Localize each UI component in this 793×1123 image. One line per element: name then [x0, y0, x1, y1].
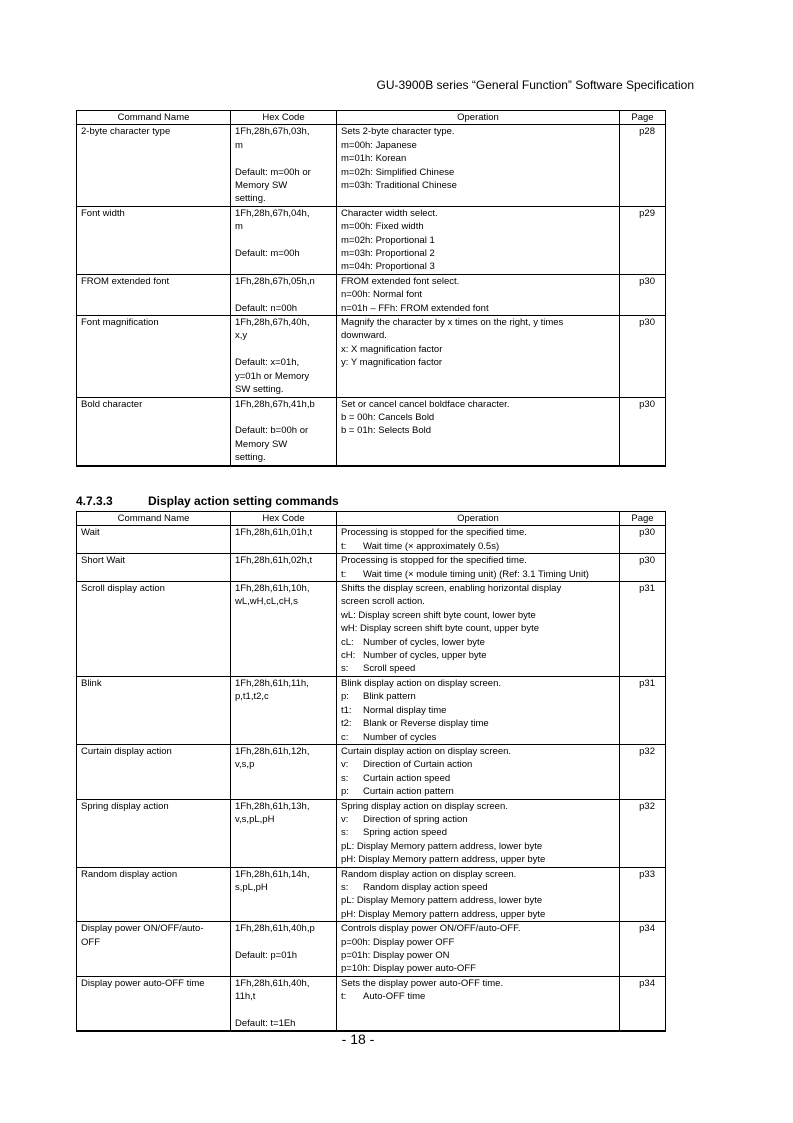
operation-cell [337, 744, 620, 799]
command-name-cell [77, 125, 231, 206]
line-gap [235, 234, 332, 247]
hex-code-line: m [235, 221, 243, 233]
page-ref-cell: p32 [620, 799, 666, 867]
section-heading [76, 494, 339, 508]
table-row [77, 554, 666, 582]
hex-code-line: Default: n=00h [235, 302, 298, 314]
command-name-cell [77, 397, 231, 466]
hex-code-cell [231, 676, 337, 744]
hex-code-line: 1Fh,28h,61h,14h, [235, 868, 310, 880]
operation-line: cL: Number of cycles, lower byte [341, 636, 485, 648]
table-row [77, 397, 666, 466]
hex-code-line: m [235, 139, 243, 151]
operation-cell [337, 976, 620, 1031]
operation-line: y: Y magnification factor [341, 357, 443, 369]
hex-code-cell [231, 316, 337, 397]
hex-code-line: Default: b=00h or [235, 425, 309, 437]
operation-line: m=00h: Japanese [341, 139, 417, 151]
line-gap [235, 288, 332, 301]
operation-line: Character width select. [341, 207, 438, 219]
page-ref-cell: p34 [620, 976, 666, 1031]
operation-line: t: Wait time (× module timing unit) (Ref: 3.1 Timing Unit) [341, 568, 589, 580]
operation-line: Controls display power ON/OFF/auto-OFF. [341, 923, 521, 935]
operation-line: Sets 2-byte character type. [341, 126, 455, 138]
operation-line: m=00h: Fixed width [341, 221, 424, 233]
operation-line: pL: Display Memory pattern address, lower byte [341, 840, 543, 852]
hex-code-cell [231, 799, 337, 867]
operation-line: p: Blink pattern [341, 691, 416, 703]
command-name-line: Curtain display action [81, 745, 172, 757]
operation-line: t: Wait time (× approximately 0.5s) [341, 540, 500, 552]
hex-code-line: 11h,t [235, 991, 256, 1003]
hex-code-line: Memory SW [235, 180, 288, 192]
page-ref-cell: p29 [620, 206, 666, 274]
column-header-hex-code: Hex Code [231, 111, 337, 125]
hex-code-line: 1Fh,28h,61h,01h,t [235, 527, 313, 539]
command-name-line: Blink [81, 677, 102, 689]
page-ref-cell: p32 [620, 744, 666, 799]
hex-code-line: Default: m=00h [235, 248, 300, 260]
hex-code-line: Memory SW [235, 438, 288, 450]
command-name-cell [77, 582, 231, 677]
table-row [77, 799, 666, 867]
command-name-cell [77, 274, 231, 315]
command-name-cell [77, 526, 231, 554]
hex-code-cell [231, 922, 337, 977]
document-header: GU-3900B series “General Function” Software Specification [376, 78, 694, 92]
operation-line: s: Scroll speed [341, 663, 416, 675]
operation-line: p=00h: Display power OFF [341, 936, 455, 948]
column-header-operation: Operation [337, 111, 620, 125]
column-header-command-name: Command Name [77, 512, 231, 526]
table-row [77, 744, 666, 799]
hex-code-line: 1Fh,28h,61h,40h,p [235, 923, 315, 935]
command-name-line: OFF [81, 936, 100, 948]
operation-line: v: Direction of Curtain action [341, 759, 473, 771]
operation-line: c: Number of cycles [341, 731, 437, 743]
hex-code-line: y=01h or Memory [235, 370, 310, 382]
column-header-hex-code: Hex Code [231, 512, 337, 526]
command-name-line: Short Wait [81, 555, 125, 567]
hex-code-line: v,s,p [235, 759, 255, 771]
operation-line: p=01h: Display power ON [341, 950, 450, 961]
page-ref-cell: p33 [620, 867, 666, 922]
command-name-line: Wait [81, 527, 100, 539]
operation-cell [337, 125, 620, 206]
operation-line: FROM extended font select. [341, 275, 460, 287]
hex-code-line: 1Fh,28h,61h,13h, [235, 800, 310, 812]
table-row [77, 867, 666, 922]
operation-line: Shifts the display screen, enabling horizontal display [341, 583, 562, 595]
font-commands-table [76, 110, 666, 467]
operation-cell [337, 526, 620, 554]
table-row [77, 582, 666, 677]
operation-line: m=02h: Simplified Chinese [341, 166, 455, 178]
command-name-line: Bold character [81, 398, 143, 410]
hex-code-line: Default: m=00h or [235, 166, 311, 178]
operation-line: b = 01h: Selects Bold [341, 425, 432, 437]
operation-line: Sets the display power auto-OFF time. [341, 977, 504, 989]
hex-code-line: wL,wH,cL,cH,s [235, 596, 298, 608]
hex-code-line: 1Fh,28h,67h,05h,n [235, 275, 315, 287]
hex-code-line: setting. [235, 452, 266, 464]
hex-code-line: 1Fh,28h,61h,40h, [235, 977, 310, 989]
operation-line: s: Curtain action speed [341, 772, 451, 784]
operation-line: Curtain display action on display screen. [341, 745, 512, 757]
hex-code-line: 1Fh,28h,67h,40h, [235, 317, 310, 329]
line-gap [235, 936, 332, 949]
operation-line: downward. [341, 330, 387, 342]
operation-cell [337, 397, 620, 466]
table-header-row [77, 512, 666, 526]
command-name-cell [77, 316, 231, 397]
hex-code-line: x,y [235, 330, 248, 342]
hex-code-cell [231, 744, 337, 799]
page-ref-cell: p31 [620, 676, 666, 744]
hex-code-line: Default: p=01h [235, 949, 298, 961]
hex-code-cell [231, 976, 337, 1031]
table-header-row [77, 111, 666, 125]
operation-line: Blink display action on display screen. [341, 677, 502, 689]
page-ref-cell: p30 [620, 316, 666, 397]
hex-code-cell [231, 867, 337, 922]
command-name-line: Scroll display action [81, 583, 165, 595]
command-name-line: Display power auto-OFF time [81, 977, 205, 989]
hex-code-line: 1Fh,28h,67h,41h,b [235, 398, 315, 410]
operation-line: wL: Display screen shift byte count, lower byte [341, 609, 536, 621]
operation-line: Processing is stopped for the specified time. [341, 555, 527, 567]
hex-code-cell [231, 206, 337, 274]
hex-code-line: SW setting. [235, 384, 284, 396]
command-name-line: FROM extended font [81, 275, 170, 287]
hex-code-line: 1Fh,28h,61h,10h, [235, 583, 310, 595]
operation-line: m=04h: Proportional 3 [341, 261, 435, 273]
command-name-line: 2-byte character type [81, 126, 171, 138]
operation-line: t2: Blank or Reverse display time [341, 718, 489, 730]
table-row [77, 676, 666, 744]
operation-cell [337, 922, 620, 977]
operation-cell [337, 206, 620, 274]
page-ref-cell: p30 [620, 274, 666, 315]
command-name-line: Font width [81, 207, 125, 219]
column-header-page: Page [620, 512, 666, 526]
line-gap [235, 1004, 332, 1017]
column-header-command-name: Command Name [77, 111, 231, 125]
table-row [77, 316, 666, 397]
operation-line: pL: Display Memory pattern address, lower byte [341, 895, 543, 907]
operation-line: m=02h: Proportional 1 [341, 234, 435, 246]
display-action-commands-table [76, 511, 666, 1032]
hex-code-line: Default: x=01h, [235, 357, 300, 369]
column-header-operation: Operation [337, 512, 620, 526]
operation-line: t: Auto-OFF time [341, 991, 426, 1003]
hex-code-line: 1Fh,28h,61h,11h, [235, 677, 309, 689]
page-ref-cell: p28 [620, 125, 666, 206]
table-row [77, 125, 666, 206]
hex-code-cell [231, 274, 337, 315]
hex-code-line: Default: t=1Eh [235, 1018, 296, 1030]
page-ref-cell: p30 [620, 554, 666, 582]
operation-line: m=03h: Traditional Chinese [341, 180, 457, 192]
operation-line: pH: Display Memory pattern address, upper byte [341, 908, 546, 920]
hex-code-cell [231, 582, 337, 677]
hex-code-line: p,t1,t2,c [235, 691, 269, 703]
table-row [77, 206, 666, 274]
line-gap [235, 343, 332, 356]
operation-line: screen scroll action. [341, 596, 425, 608]
command-name-cell [77, 976, 231, 1031]
operation-cell [337, 316, 620, 397]
operation-line: s: Spring action speed [341, 827, 447, 839]
section-title: Display action setting commands [148, 494, 339, 508]
operation-line: wH: Display screen shift byte count, upper byte [341, 623, 540, 635]
operation-line: pH: Display Memory pattern address, upper byte [341, 854, 546, 866]
hex-code-cell [231, 125, 337, 206]
hex-code-line: setting. [235, 193, 266, 205]
command-name-cell [77, 922, 231, 977]
operation-line: cH: Number of cycles, upper byte [341, 650, 487, 662]
operation-line: Processing is stopped for the specified time. [341, 527, 527, 539]
operation-cell [337, 554, 620, 582]
operation-line: n=00h: Normal font [341, 289, 423, 301]
operation-cell [337, 799, 620, 867]
table-row [77, 526, 666, 554]
page-ref-cell: p30 [620, 526, 666, 554]
command-name-line: Random display action [81, 868, 178, 880]
hex-code-cell [231, 526, 337, 554]
operation-line: t1: Normal display time [341, 704, 447, 716]
operation-line: p=10h: Display power auto-OFF [341, 963, 476, 975]
command-name-cell [77, 554, 231, 582]
hex-code-line: 1Fh,28h,61h,02h,t [235, 555, 313, 567]
operation-line: Random display action on display screen. [341, 868, 517, 880]
section-number: 4.7.3.3 [76, 494, 113, 508]
hex-code-cell [231, 554, 337, 582]
operation-cell [337, 867, 620, 922]
page-ref-cell: p30 [620, 397, 666, 466]
command-name-cell [77, 676, 231, 744]
hex-code-line: v,s,pL,pH [235, 813, 275, 825]
page-ref-cell: p34 [620, 922, 666, 977]
command-name-line: Font magnification [81, 317, 159, 329]
hex-code-line: 1Fh,28h,61h,12h, [235, 745, 310, 757]
operation-line: v: Direction of spring action [341, 813, 468, 825]
table-row [77, 274, 666, 315]
operation-line: n=01h – FFh: FROM extended font [341, 302, 489, 314]
operation-cell [337, 676, 620, 744]
operation-line: Magnify the character by x times on the right, y times [341, 317, 564, 329]
hex-code-line: 1Fh,28h,67h,04h, [235, 207, 310, 219]
operation-line: Spring display action on display screen. [341, 800, 508, 812]
hex-code-line: 1Fh,28h,67h,03h, [235, 126, 310, 138]
table-row [77, 976, 666, 1031]
page-number: - 18 - [341, 1031, 375, 1047]
line-gap [235, 411, 332, 424]
operation-line: m=03h: Proportional 2 [341, 248, 435, 260]
command-name-cell [77, 799, 231, 867]
operation-cell [337, 582, 620, 677]
operation-line: m=01h: Korean [341, 153, 407, 165]
line-gap [235, 152, 332, 165]
command-name-line: Spring display action [81, 800, 169, 812]
operation-line: x: X magnification factor [341, 343, 443, 355]
hex-code-cell [231, 397, 337, 466]
operation-line: s: Random display action speed [341, 881, 488, 893]
operation-line: p: Curtain action pattern [341, 786, 454, 798]
column-header-page: Page [620, 111, 666, 125]
command-name-cell [77, 867, 231, 922]
operation-line: b = 00h: Cancels Bold [341, 411, 435, 423]
command-name-cell [77, 206, 231, 274]
operation-line: Set or cancel cancel boldface character. [341, 398, 510, 410]
hex-code-line: s,pL,pH [235, 881, 268, 893]
command-name-cell [77, 744, 231, 799]
page-ref-cell: p31 [620, 582, 666, 677]
table-row [77, 922, 666, 977]
operation-cell [337, 274, 620, 315]
command-name-line: Display power ON/OFF/auto- [81, 923, 204, 935]
